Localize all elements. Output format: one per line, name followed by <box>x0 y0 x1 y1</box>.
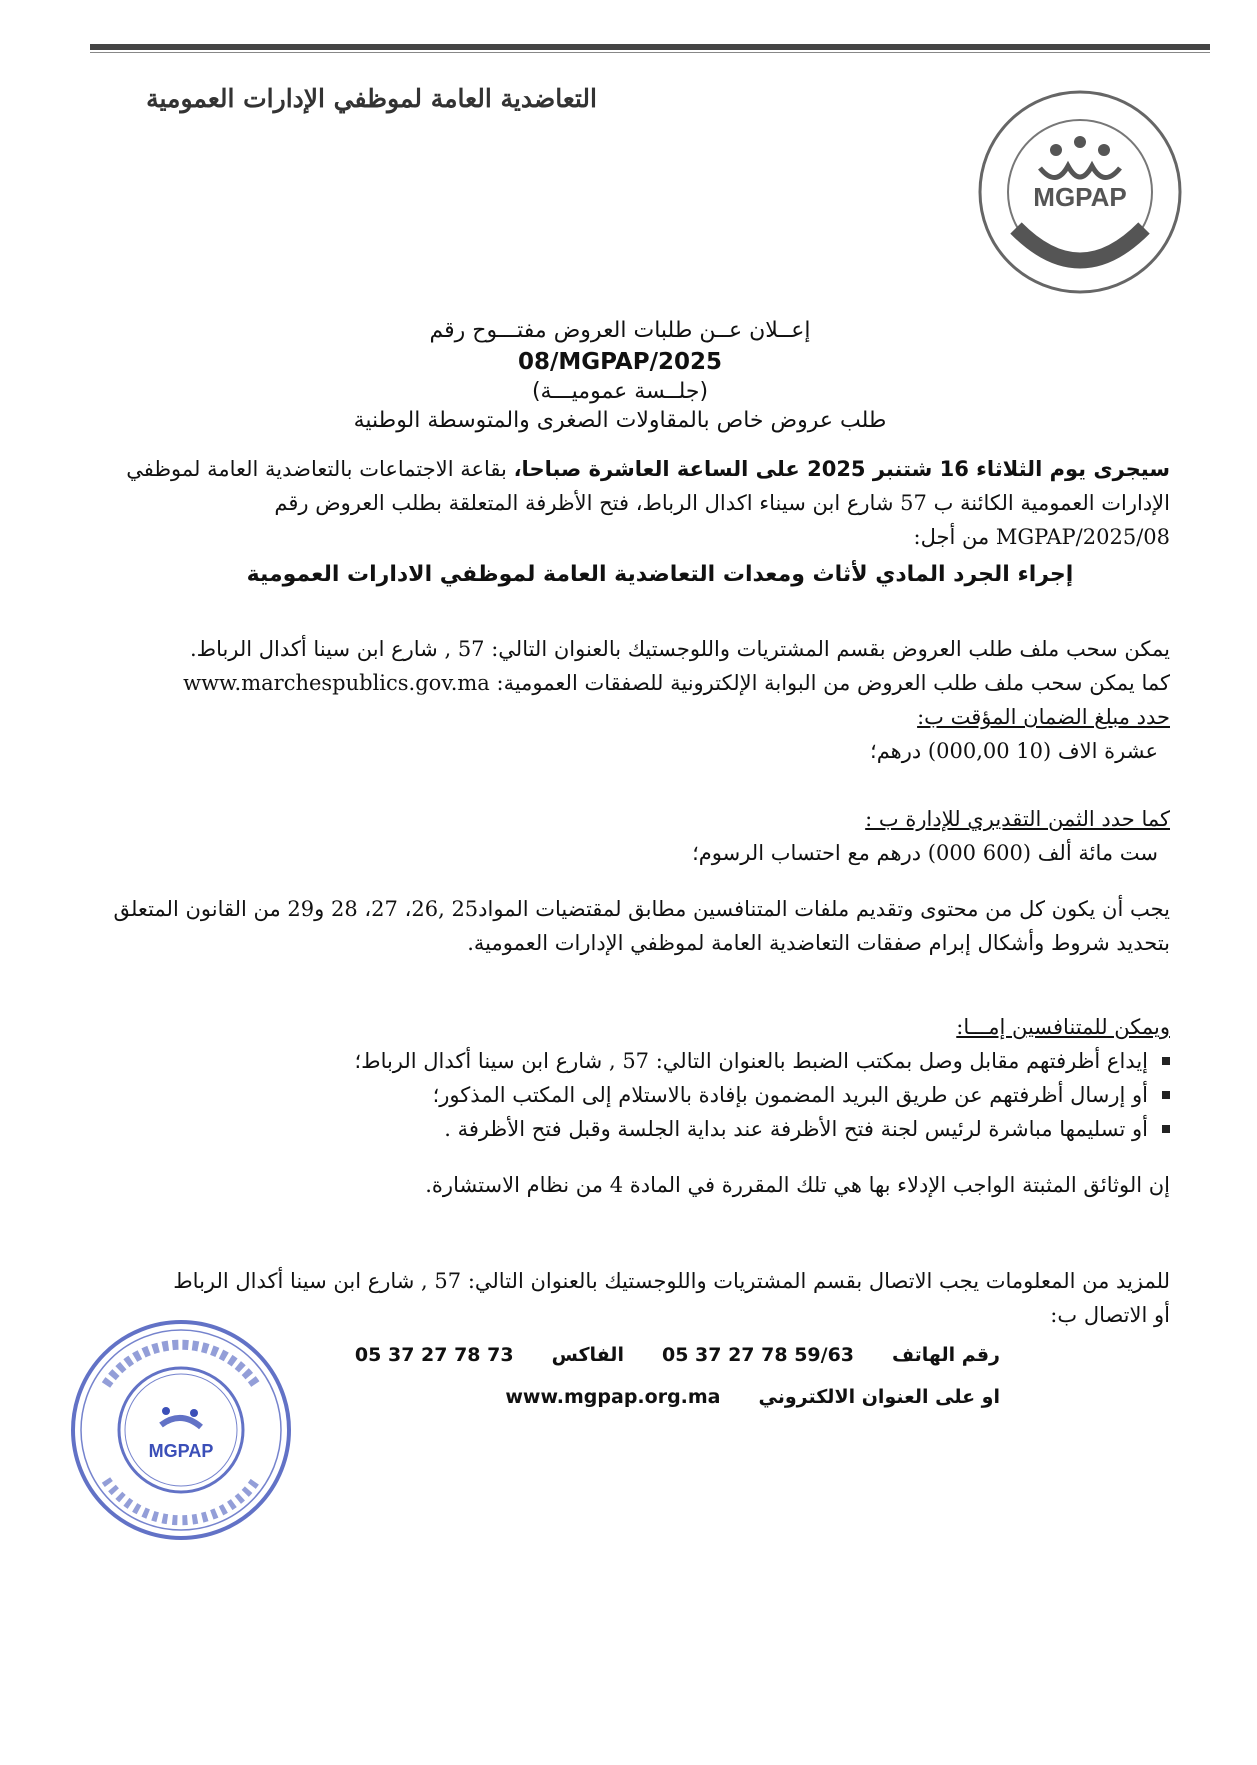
submission-label-row <box>110 1010 1170 1044</box>
list-item: أو تسليمها مباشرة لرئيس لجنة فتح الأظرفة عند بداية الجلسة وقبل فتح الأظرفة . <box>200 1112 1170 1146</box>
stamp-icon <box>66 1315 296 1545</box>
stamp-text: MGPAP <box>148 1441 214 1461</box>
phone-value[interactable]: 05 37 27 78 59/63 <box>661 1344 855 1366</box>
estimate-value: ست مائة ألف (600 000) درهم مع احتساب الرسوم؛ <box>692 841 1158 865</box>
intro-paragraph <box>110 452 1170 554</box>
more-info-line1: للمزيد من المعلومات يجب الاتصال بقسم المشتريات واللوجستيك بالعنوان التالي: 57 , شارع ابن سينا أكدال الرباط <box>173 1269 1170 1293</box>
list-item: إيداع أظرفتهم مقابل وصل بمكتب الضبط بالعنوان التالي: 57 , شارع ابن سينا أكدال الرباط؛ <box>200 1044 1170 1078</box>
subject-heading: إجراء الجرد المادي لأثاث ومعدات التعاضدية العامة لموظفي الادارات العمومية <box>246 562 1074 587</box>
announcement-session: (جلــسة عموميـــة) <box>531 379 709 404</box>
list-item: أو إرسال أظرفتهم عن طريق البريد المضمون بإفادة بالاستلام إلى المكتب المذكور؛ <box>200 1078 1170 1112</box>
org-name: التعاضدية العامة لموظفي الإدارات العمومية <box>146 84 597 113</box>
announcement-number: 08/MGPAP/2025 <box>518 349 722 375</box>
guarantee-value: عشرة الاف (10 000,00) درهم؛ <box>870 739 1158 763</box>
top-rule-thin <box>90 52 1210 53</box>
phone-label: رقم الهاتف <box>892 1344 1000 1366</box>
fax-value[interactable]: 05 37 27 78 73 <box>354 1344 514 1366</box>
bullet-icon <box>1162 1125 1170 1133</box>
email-label: او على العنوان الالكتروني <box>758 1386 1000 1408</box>
logo-text: MGPAP <box>1033 182 1127 212</box>
bullet-icon <box>1162 1057 1170 1065</box>
announcement-title <box>300 318 940 433</box>
submission-list <box>200 1044 1170 1146</box>
website-link[interactable]: www.mgpap.org.ma <box>505 1386 721 1408</box>
intro-text: بقاعة الاجتماعات بالتعاضدية العامة لموظفي الإدارات العمومية الكائنة ب 57 شارع ابن سيناء اكدال الرباط، فتح الأظرفة المتعلقة بطلب العروض رقم 08/MGPAP/2025 من أجل: <box>126 457 1170 549</box>
files-line2 <box>110 666 1170 700</box>
compliance-paragraph: يجب أن يكون كل من محتوى وتقديم ملفات المتنافسين مطابق لمقتضيات المواد25 ,26، 27، 28 و29 من القانون المتعلق بتحديد شروط وأشكال إبرام صفقات التعاضدية العامة لموظفي الإدارات العمومية. <box>113 897 1170 955</box>
files-line2-text: كما يمكن سحب ملف طلب العروض من البوابة الإلكترونية للصفقات العمومية: <box>496 671 1170 695</box>
marchespublics-link[interactable]: www.marchespublics.gov.ma <box>183 671 490 695</box>
estimate-label: كما حدد الثمن التقديري للإدارة ب : <box>865 807 1170 831</box>
files-line1: يمكن سحب ملف طلب العروض بقسم المشتريات واللوجستيك بالعنوان التالي: 57 , شارع ابن سينا أكدال الرباط. <box>189 637 1170 661</box>
announcement-subtitle: طلب عروض خاص بالمقاولات الصغرى والمتوسطة الوطنية <box>353 408 887 433</box>
top-rule <box>90 44 1210 50</box>
announcement-line1: إعــلان عــن طلبات العروض مفتـــوح رقم <box>429 318 811 343</box>
submission-label: ويمكن للمتنافسين إمـــا: <box>956 1015 1170 1039</box>
mgpap-logo-icon <box>976 88 1184 296</box>
intro-bold: سيجرى يوم الثلاثاء 16 شتنبر 2025 على الساعة العاشرة صباحا، <box>513 457 1170 481</box>
more-info-line2: أو الاتصال ب: <box>1050 1303 1170 1327</box>
contact-block <box>300 1344 1000 1408</box>
documents-paragraph: إن الوثائق المثبتة الواجب الإدلاء بها هي تلك المقررة في المادة 4 من نظام الاستشارة. <box>425 1173 1170 1197</box>
bullet-icon <box>1162 1091 1170 1099</box>
files-section <box>110 632 1170 870</box>
guarantee-label: حدد مبلغ الضمان المؤقت ب: <box>917 705 1170 729</box>
fax-label: الفاكس <box>551 1344 624 1366</box>
